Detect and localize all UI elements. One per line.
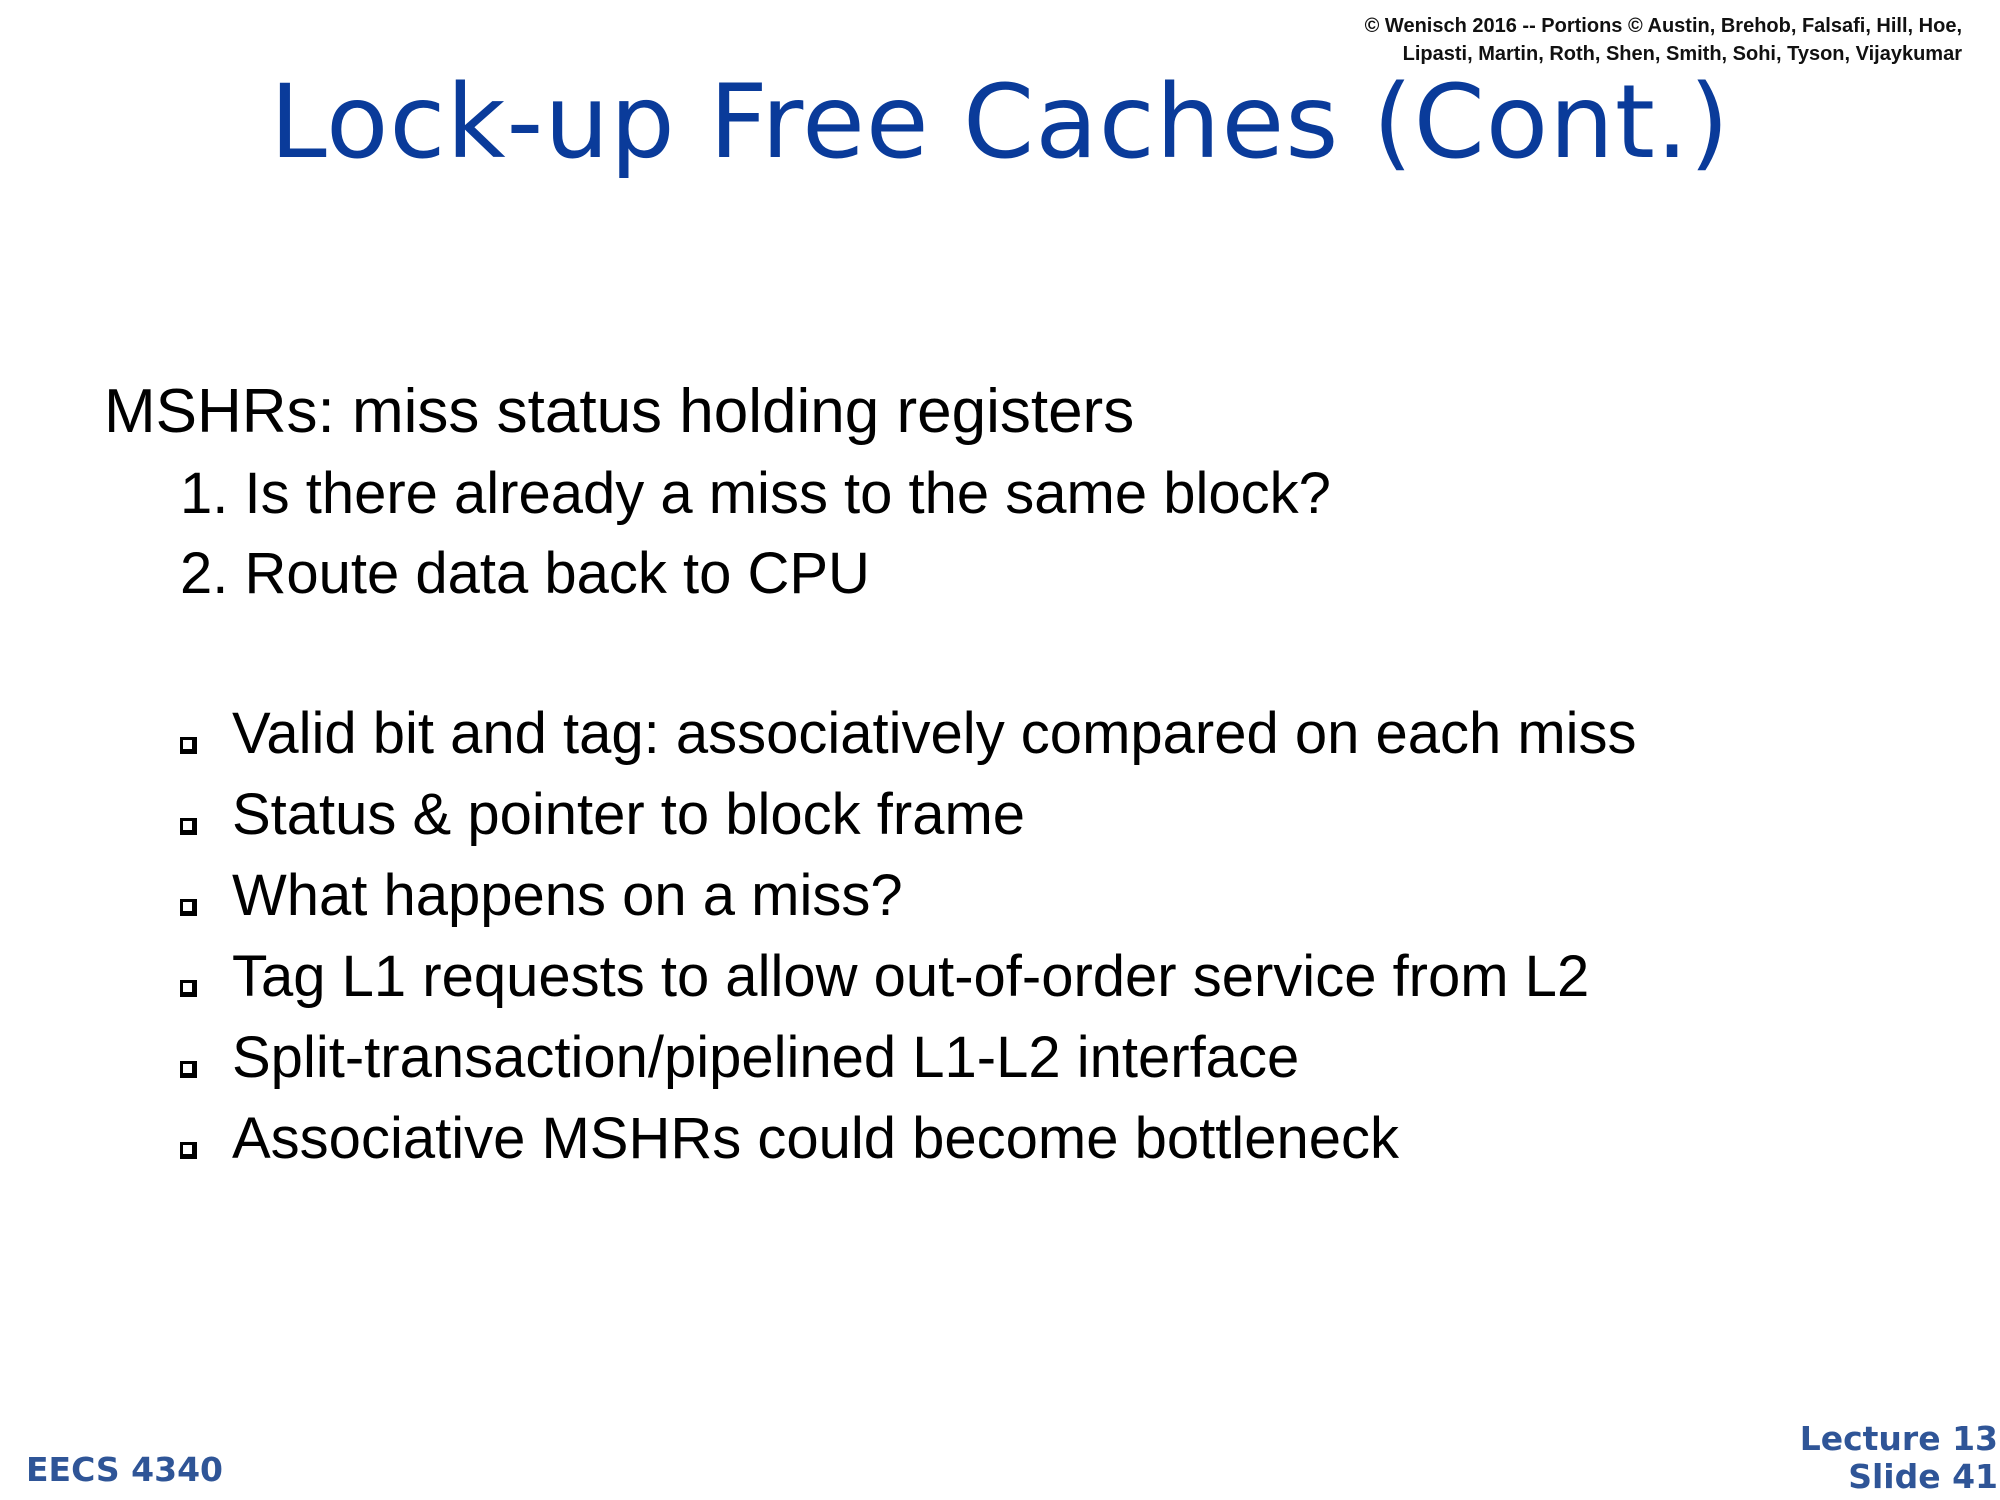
bullet-item (104, 1098, 1637, 1179)
square-bullet-icon (180, 1142, 197, 1159)
bullet-item (104, 774, 1637, 855)
bullet-item (104, 693, 1637, 774)
square-bullet-icon (180, 899, 197, 916)
bullet-item (104, 1017, 1637, 1098)
copyright-line-2: Lipasti, Martin, Roth, Shen, Smith, Sohi, Tyson, Vijaykumar (1402, 43, 1962, 65)
bullet-text: Valid bit and tag: associatively compared on each miss (232, 701, 1637, 766)
bullet-item (104, 936, 1637, 1017)
square-bullet-icon (180, 818, 197, 835)
lecture-number: Lecture 13 (1799, 1419, 1998, 1458)
course-label: EECS 4340 (26, 1450, 224, 1489)
bullet-list (104, 693, 1637, 1179)
bullet-text: What happens on a miss? (232, 863, 903, 928)
numbered-item-1: 1. Is there already a miss to the same block? (180, 461, 1331, 526)
bullet-text: Status & pointer to block frame (232, 782, 1026, 847)
slide-number: Slide 41 (1848, 1457, 1998, 1496)
bullet-text: Associative MSHRs could become bottleneck (232, 1106, 1399, 1171)
slide-body (104, 370, 1964, 1171)
slide-title: Lock-up Free Caches (Cont.) (269, 63, 1731, 182)
mshr-heading: MSHRs: miss status holding registers (104, 377, 1135, 446)
square-bullet-icon (180, 1061, 197, 1078)
copyright-line-1: © Wenisch 2016 -- Portions © Austin, Brehob, Falsafi, Hill, Hoe, (1364, 15, 1962, 37)
square-bullet-icon (180, 980, 197, 997)
numbered-item-2: 2. Route data back to CPU (180, 541, 870, 606)
lecture-slide-label (1800, 1420, 1998, 1496)
bullet-text: Split-transaction/pipelined L1-L2 interface (232, 1025, 1300, 1090)
numbered-list (104, 454, 1964, 614)
square-bullet-icon (180, 737, 197, 754)
bullet-text: Tag L1 requests to allow out-of-order service from L2 (232, 944, 1590, 1009)
bullet-item (104, 855, 1637, 936)
